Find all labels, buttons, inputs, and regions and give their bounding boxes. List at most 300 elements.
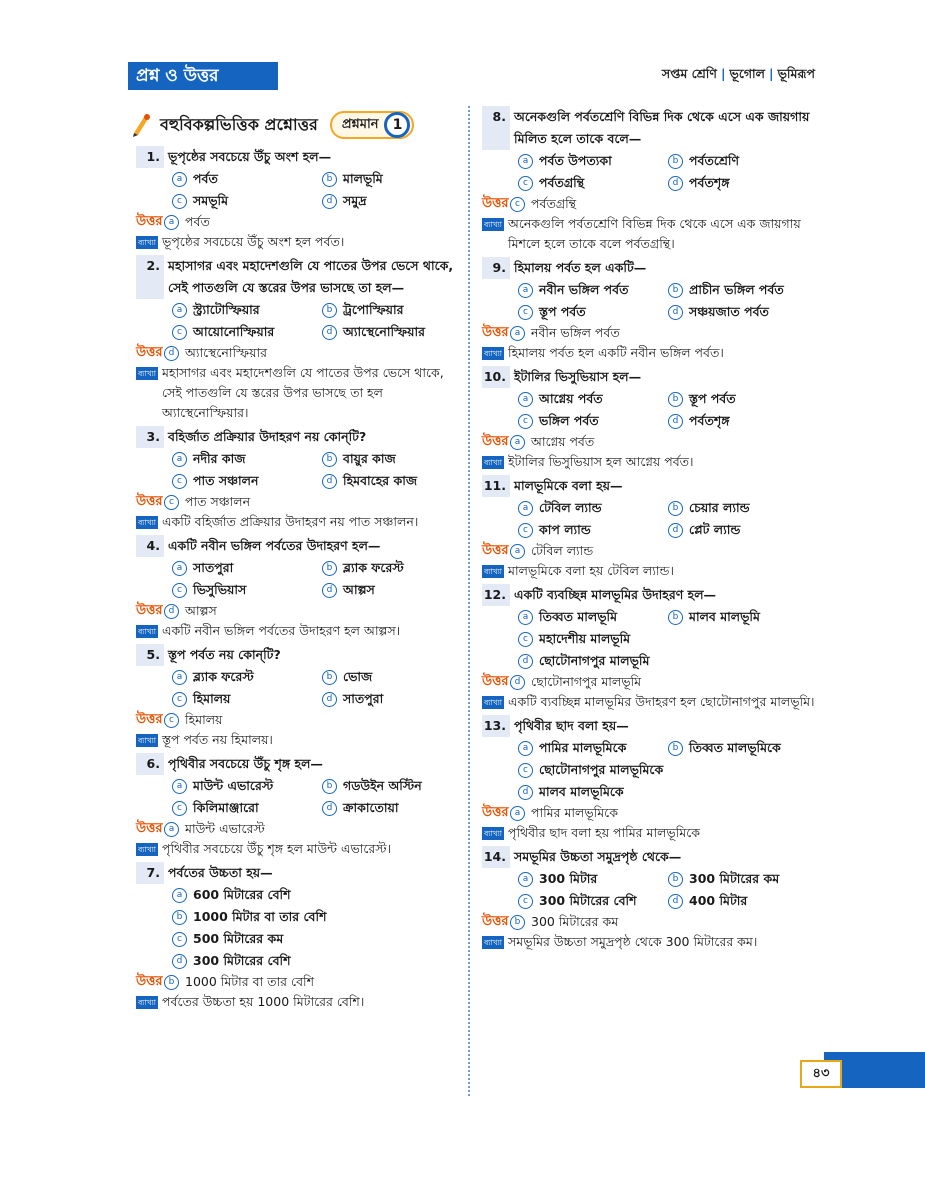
option — [322, 579, 458, 601]
question-number: 13. — [482, 715, 510, 737]
question-head — [482, 106, 822, 150]
option — [518, 759, 822, 781]
option — [518, 737, 668, 759]
option — [518, 890, 668, 912]
option-letter-icon: c — [172, 194, 187, 209]
page-number: ৪৩ — [800, 1060, 842, 1088]
question-item — [136, 426, 458, 532]
answer-text: পামির মালভূমিকে — [531, 805, 618, 820]
option-letter-icon: c — [172, 325, 187, 340]
answer-line — [482, 194, 822, 214]
option-text: ব্ল্যাক ফরেস্ট — [193, 669, 254, 684]
answer-line — [136, 343, 458, 363]
option — [518, 497, 668, 519]
option-text: গডউইন অস্টিন — [343, 778, 422, 793]
option — [322, 557, 458, 579]
explanation-line — [136, 992, 458, 1012]
option-text: ছোটোনাগপুর মালভূমিকে — [539, 762, 664, 777]
option — [518, 781, 822, 803]
question-item — [482, 584, 822, 712]
separator: | — [769, 66, 774, 81]
answer-tag: উত্তর — [482, 805, 509, 820]
option-letter-icon: d — [668, 894, 683, 909]
marks-number: 1 — [384, 112, 410, 138]
explanation-tag: ব্যাখ্যা — [136, 516, 158, 529]
answer-text: টেবিল ল্যান্ড — [531, 543, 594, 558]
explanation-text: সমভূমির উচ্চতা সমুদ্রপৃষ্ঠ থেকে 300 মিটারের কম। — [508, 934, 758, 949]
question-item — [136, 644, 458, 750]
question-item — [482, 257, 822, 363]
explanation-tag: ব্যাখ্যা — [136, 734, 158, 747]
option — [322, 775, 458, 797]
explanation-text: একটি বহির্জাত প্রক্রিয়ার উদাহরণ নয় পাত সঞ্চালন। — [162, 514, 419, 529]
option-text: আয়োনোস্ফিয়ার — [193, 324, 275, 339]
option-letter-icon: b — [322, 172, 337, 187]
option-letter-icon: b — [322, 561, 337, 576]
option-letter-icon: d — [322, 583, 337, 598]
explanation-line — [136, 512, 458, 532]
option — [518, 410, 668, 432]
question-number: 3. — [136, 426, 164, 448]
option-text: নদীর কাজ — [193, 451, 246, 466]
explanation-text: একটি নবীন ভঙ্গিল পর্বতের উদাহরণ হল আল্পস। — [162, 623, 401, 638]
question-number: 11. — [482, 475, 510, 497]
option — [668, 497, 822, 519]
option-text: প্রাচীন ভঙ্গিল পর্বত — [689, 282, 784, 297]
options — [136, 666, 458, 710]
option — [172, 906, 458, 928]
question-number: 10. — [482, 366, 510, 388]
option-text: কিলিমাঞ্জারো — [193, 800, 259, 815]
options — [482, 497, 822, 541]
option-text: 300 মিটারের কম — [689, 871, 780, 886]
explanation-tag: ব্যাখ্যা — [136, 236, 158, 249]
explanation-line — [482, 343, 822, 363]
option-letter-icon: a — [172, 670, 187, 685]
explanation-line — [136, 232, 458, 252]
option — [668, 890, 822, 912]
option-letter-icon: c — [510, 197, 525, 212]
pen-icon — [130, 113, 152, 137]
option-letter-icon: b — [510, 915, 525, 930]
question-number: 7. — [136, 862, 164, 884]
option — [518, 388, 668, 410]
option-letter-icon: c — [518, 894, 533, 909]
option-letter-icon: b — [172, 910, 187, 925]
answer-line — [482, 541, 822, 561]
option-letter-icon: a — [518, 501, 533, 516]
option — [172, 557, 322, 579]
option-text: ভঙ্গিল পর্বত — [539, 413, 599, 428]
option — [322, 190, 458, 212]
option-text: পর্বত — [193, 171, 218, 186]
explanation-text: পর্বতের উচ্চতা হয় 1000 মিটারের বেশি। — [162, 994, 365, 1009]
left-column — [136, 146, 458, 1015]
question-number: 6. — [136, 753, 164, 775]
option-text: ক্রাকাতোয়া — [343, 800, 399, 815]
options — [482, 868, 822, 912]
question-number: 12. — [482, 584, 510, 606]
option-letter-icon: c — [172, 932, 187, 947]
answer-text: ছোটোনাগপুর মালভূমি — [531, 674, 642, 689]
answer-line — [482, 672, 822, 692]
option-text: সঞ্চয়জাত পর্বত — [689, 304, 769, 319]
option-letter-icon: a — [518, 283, 533, 298]
option-letter-icon: d — [510, 675, 525, 690]
option-letter-icon: b — [668, 741, 683, 756]
question-head — [136, 146, 458, 168]
option-text: মালব মালভূমিকে — [539, 784, 624, 799]
option-text: স্ট্র্যাটোস্ফিয়ার — [193, 302, 260, 317]
answer-line — [482, 803, 822, 823]
explanation-text: স্তূপ পর্বত নয় হিমালয়। — [162, 732, 273, 747]
option-text: 1000 মিটার বা তার বেশি — [193, 909, 327, 924]
option-letter-icon: c — [518, 632, 533, 647]
question-text: মহাসাগর এবং মহাদেশগুলি যে পাতের উপর ভেসে থাকে, সেই পাতগুলি যে স্তরের উপর ভাসছে তা হল— — [168, 258, 454, 295]
answer-line — [136, 819, 458, 839]
option-text: পর্বতশৃঙ্গ — [689, 175, 730, 190]
option-letter-icon: c — [518, 176, 533, 191]
option-text: প্লেট ল্যান্ড — [689, 522, 741, 537]
option — [518, 172, 668, 194]
question-text: স্তূপ পর্বত নয় কোন্‌টি? — [168, 647, 281, 662]
explanation-tag: ব্যাখ্যা — [482, 827, 504, 840]
explanation-tag: ব্যাখ্যা — [136, 996, 158, 1009]
option-text: সমভূমি — [193, 193, 229, 208]
option-letter-icon: d — [172, 954, 187, 969]
running-header — [662, 66, 815, 86]
options — [482, 628, 822, 672]
question-head — [482, 257, 822, 279]
option-letter-icon: d — [668, 305, 683, 320]
explanation-text: একটি ব্যবচ্ছিন্ন মালভূমির উদাহরণ হল ছোটোনাগপুর মালভূমি। — [508, 694, 815, 709]
option-text: 600 মিটারের বেশি — [193, 887, 291, 902]
answer-tag: উত্তর — [136, 821, 163, 836]
answer-tag: উত্তর — [482, 325, 509, 340]
question-text: সমভূমির উচ্চতা সমুদ্রপৃষ্ঠ থেকে— — [514, 849, 682, 864]
option — [322, 666, 458, 688]
explanation-text: ইটালির ভিসুভিয়াস হল আগ্নেয় পর্বত। — [508, 454, 694, 469]
explanation-text: অনেকগুলি পর্বতশ্রেণি বিভিন্ন দিক থেকে এসে এক জায়গায় মিশলে হলে তাকে বলে পর্বতগ্রন্থি। — [508, 216, 801, 251]
option-letter-icon: c — [164, 713, 179, 728]
explanation-tag: ব্যাখ্যা — [482, 347, 504, 360]
question-text: মালভূমিকে বলা হয়— — [514, 478, 623, 493]
answer-tag: উত্তর — [482, 914, 509, 929]
option-text: পামির মালভূমিকে — [539, 740, 627, 755]
option — [668, 301, 822, 323]
option-letter-icon: b — [668, 154, 683, 169]
option-text: ব্ল্যাক ফরেস্ট — [343, 560, 404, 575]
answer-line — [482, 912, 822, 932]
answer-line — [136, 710, 458, 730]
question-text: একটি নবীন ভঙ্গিল পর্বতের উদাহরণ হল— — [168, 538, 381, 553]
option — [668, 868, 822, 890]
option — [172, 797, 322, 819]
option-letter-icon: c — [172, 801, 187, 816]
options — [482, 606, 822, 628]
option-letter-icon: c — [518, 414, 533, 429]
explanation-tag: ব্যাখ্যা — [482, 565, 504, 578]
option-letter-icon: c — [172, 583, 187, 598]
option — [518, 628, 822, 650]
question-number: 5. — [136, 644, 164, 666]
question-text: পৃথিবীর ছাদ বলা হয়— — [514, 718, 629, 733]
option-text: তিব্বত মালভূমিকে — [689, 740, 781, 755]
option — [322, 299, 458, 321]
options — [136, 168, 458, 212]
question-head — [136, 426, 458, 448]
option — [668, 606, 822, 628]
explanation-tag: ব্যাখ্যা — [136, 843, 158, 856]
option-text: পর্বতশৃঙ্গ — [689, 413, 730, 428]
option — [668, 279, 822, 301]
answer-text: 1000 মিটার বা তার বেশি — [185, 974, 314, 989]
question-item — [136, 146, 458, 252]
question-item — [136, 535, 458, 641]
explanation-tag: ব্যাখ্যা — [136, 367, 158, 380]
option-text: 300 মিটারের বেশি — [193, 953, 291, 968]
option-letter-icon: a — [172, 888, 187, 903]
explanation-text: ভূপৃষ্ঠের সবচেয়ে উঁচু অংশ হল পর্বত। — [162, 234, 345, 249]
answer-tag: উত্তর — [136, 494, 163, 509]
option-text: আল্পস — [343, 582, 375, 597]
option — [172, 299, 322, 321]
option-letter-icon: a — [510, 326, 525, 341]
option-letter-icon: c — [518, 763, 533, 778]
option — [668, 388, 822, 410]
answer-text: মাউন্ট এভারেস্ট — [185, 821, 265, 836]
question-head — [136, 753, 458, 775]
option-letter-icon: a — [172, 303, 187, 318]
question-text: ইটালির ভিসুভিয়াস হল— — [514, 369, 642, 384]
question-head — [482, 366, 822, 388]
option-text: নবীন ভঙ্গিল পর্বত — [539, 282, 629, 297]
option-letter-icon: b — [322, 779, 337, 794]
option-letter-icon: a — [518, 392, 533, 407]
option-text: হিমবাহের কাজ — [343, 473, 418, 488]
option-text: সাতপুরা — [343, 691, 384, 706]
question-head — [136, 535, 458, 557]
option — [172, 470, 322, 492]
options — [482, 388, 822, 432]
question-text: পৃথিবীর সবচেয়ে উঁচু শৃঙ্গ হল— — [168, 756, 323, 771]
answer-tag: উত্তর — [136, 974, 163, 989]
question-text: হিমালয় পর্বত হল একটি— — [514, 260, 647, 275]
option — [668, 737, 822, 759]
question-text: পর্বতের উচ্চতা হয়— — [168, 865, 273, 880]
option-letter-icon: d — [322, 692, 337, 707]
answer-tag: উত্তর — [482, 674, 509, 689]
answer-tag: উত্তর — [136, 712, 163, 727]
answer-line — [136, 212, 458, 232]
option-text: স্তূপ পর্বত — [689, 391, 736, 406]
option-letter-icon: d — [322, 474, 337, 489]
option-letter-icon: d — [518, 654, 533, 669]
option — [172, 579, 322, 601]
subject-label: ভূগোল — [729, 66, 765, 81]
explanation-tag: ব্যাখ্যা — [482, 936, 504, 949]
option-letter-icon: a — [172, 779, 187, 794]
option — [172, 190, 322, 212]
option-text: পাত সঞ্চালন — [193, 473, 259, 488]
answer-tag: উত্তর — [482, 196, 509, 211]
answer-tag: উত্তর — [136, 603, 163, 618]
class-label: সপ্তম শ্রেণি — [661, 66, 717, 81]
option-letter-icon: a — [164, 215, 179, 230]
option — [668, 172, 822, 194]
option-letter-icon: a — [164, 822, 179, 837]
option-text: ছোটোনাগপুর মালভূমি — [539, 653, 650, 668]
answer-text: 300 মিটারের কম — [531, 914, 619, 929]
option-letter-icon: b — [668, 283, 683, 298]
question-head — [482, 846, 822, 868]
option-letter-icon: b — [322, 452, 337, 467]
answer-tag: উত্তর — [482, 543, 509, 558]
option — [518, 606, 668, 628]
option-text: মাউন্ট এভারেস্ট — [193, 778, 274, 793]
question-head — [482, 715, 822, 737]
question-head — [482, 584, 822, 606]
option — [518, 150, 668, 172]
option-letter-icon: d — [164, 346, 179, 361]
option-letter-icon: a — [518, 741, 533, 756]
explanation-line — [136, 621, 458, 641]
option-letter-icon: d — [668, 414, 683, 429]
answer-text: পর্বত — [185, 214, 210, 229]
explanation-text: পৃথিবীর সবচেয়ে উঁচু শৃঙ্গ হল মাউন্ট এভারেস্ট। — [162, 841, 392, 856]
option — [518, 519, 668, 541]
option-letter-icon: b — [668, 501, 683, 516]
options — [136, 884, 458, 972]
option — [668, 150, 822, 172]
option — [322, 168, 458, 190]
explanation-line — [482, 452, 822, 472]
option-letter-icon: a — [172, 452, 187, 467]
answer-text: আল্পস — [185, 603, 217, 618]
option-letter-icon: b — [164, 975, 179, 990]
explanation-tag: ব্যাখ্যা — [136, 625, 158, 638]
option-letter-icon: d — [322, 801, 337, 816]
question-number: 8. — [482, 106, 510, 150]
question-item — [482, 106, 822, 254]
options — [136, 775, 458, 819]
option — [518, 868, 668, 890]
answer-text: পাত সঞ্চালন — [185, 494, 251, 509]
answer-tag: উত্তর — [136, 214, 163, 229]
explanation-text: মহাসাগর এবং মহাদেশগুলি যে পাতের উপর ভেসে থাকে, সেই পাতগুলি যে স্তরের উপর ভাসছে তা হল অ্যাস্থেনোস্ফিয়ার। — [162, 365, 444, 420]
question-item — [136, 255, 458, 423]
explanation-text: পৃথিবীর ছাদ বলা হয় পামির মালভূমিকে — [508, 825, 701, 840]
options — [136, 557, 458, 601]
option — [322, 797, 458, 819]
answer-tag: উত্তর — [136, 345, 163, 360]
answer-line — [482, 323, 822, 343]
option-text: বায়ুর কাজ — [343, 451, 396, 466]
answer-text: আগ্নেয় পর্বত — [531, 434, 595, 449]
option — [322, 688, 458, 710]
answer-line — [136, 492, 458, 512]
option — [172, 928, 458, 950]
option — [518, 301, 668, 323]
question-text: অনেকগুলি পর্বতশ্রেণি বিভিন্ন দিক থেকে এসে এক জায়গায় মিলিত হলে তাকে বলে— — [514, 109, 810, 146]
explanation-tag: ব্যাখ্যা — [482, 218, 504, 231]
option — [322, 470, 458, 492]
explanation-tag: ব্যাখ্যা — [482, 456, 504, 469]
option-text: মালভূমি — [343, 171, 383, 186]
option-letter-icon: b — [322, 670, 337, 685]
question-number: 2. — [136, 255, 164, 299]
option-letter-icon: a — [510, 544, 525, 559]
question-head — [482, 475, 822, 497]
option — [172, 884, 458, 906]
explanation-line — [482, 932, 822, 952]
explanation-line — [136, 839, 458, 859]
answer-text: পর্বতগ্রন্থি — [531, 196, 577, 211]
option-text: মহাদেশীয় মালভূমি — [539, 631, 631, 646]
question-head — [136, 862, 458, 884]
option — [172, 168, 322, 190]
option-letter-icon: b — [668, 610, 683, 625]
option — [172, 448, 322, 470]
option — [518, 650, 822, 672]
option-text: কাপ ল্যান্ড — [539, 522, 591, 537]
option-text: সাতপুরা — [193, 560, 234, 575]
explanation-tag: ব্যাখ্যা — [482, 696, 504, 709]
separator: | — [720, 66, 726, 81]
explanation-line — [482, 214, 822, 254]
options — [482, 759, 822, 803]
question-number: 14. — [482, 846, 510, 868]
answer-text: হিমালয় — [185, 712, 223, 727]
option-letter-icon: c — [172, 474, 187, 489]
option-text: আগ্নেয় পর্বত — [539, 391, 603, 406]
option-text: ভিসুভিয়াস — [193, 582, 247, 597]
option-letter-icon: a — [172, 561, 187, 576]
option — [172, 950, 458, 972]
options — [482, 150, 822, 194]
explanation-line — [482, 561, 822, 581]
answer-line — [482, 432, 822, 452]
explanation-line — [482, 823, 822, 843]
question-text: একটি ব্যবচ্ছিন্ন মালভূমির উদাহরণ হল— — [514, 587, 717, 602]
option-text: পর্বত উপত্যকা — [539, 153, 612, 168]
explanation-line — [136, 730, 458, 750]
option-letter-icon: b — [322, 303, 337, 318]
question-head — [136, 644, 458, 666]
marks-label: প্রশ্নমান — [341, 116, 379, 132]
option — [668, 410, 822, 432]
options — [136, 448, 458, 492]
question-text: ভূপৃষ্ঠের সবচেয়ে উঁচু অংশ হল— — [168, 149, 332, 164]
question-number: 9. — [482, 257, 510, 279]
section-heading — [130, 110, 414, 140]
question-item — [482, 715, 822, 843]
option-letter-icon: c — [164, 495, 179, 510]
column-divider — [468, 106, 470, 1096]
option-letter-icon: b — [668, 392, 683, 407]
marks-badge — [330, 111, 415, 139]
option-letter-icon: c — [172, 692, 187, 707]
option-text: মালব মালভূমি — [689, 609, 760, 624]
option-letter-icon: c — [518, 523, 533, 538]
question-item — [136, 862, 458, 1012]
option — [172, 666, 322, 688]
option-text: হিমালয় — [193, 691, 231, 706]
answer-tag: উত্তর — [482, 434, 509, 449]
options — [482, 737, 822, 759]
question-item — [482, 846, 822, 952]
section-title: বহুবিকল্পভিত্তিক প্রশ্নোত্তর — [160, 114, 318, 134]
